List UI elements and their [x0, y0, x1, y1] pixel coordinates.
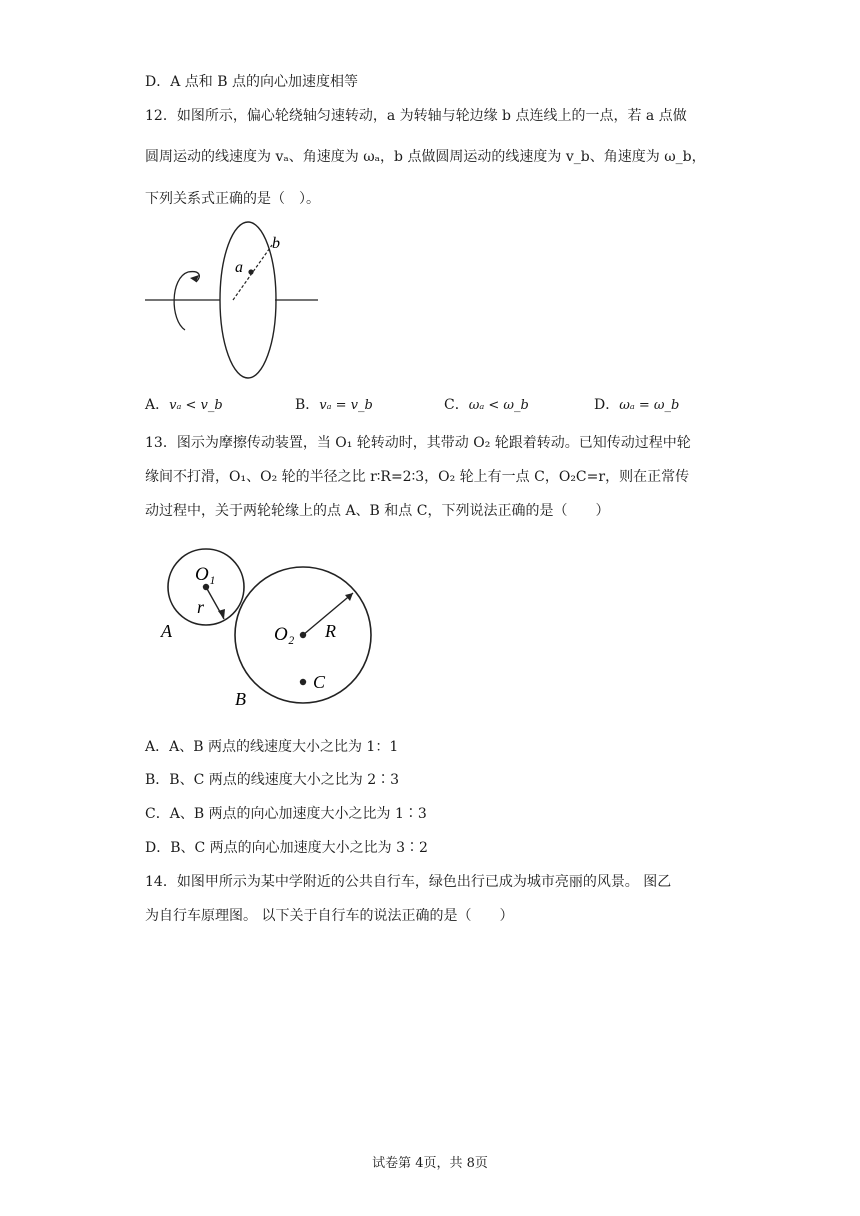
q11-option-d: D．A 点和 B 点的向心加速度相等: [145, 74, 358, 90]
q13-label-c: C: [313, 672, 326, 692]
q13-stem-line-3: 动过程中，关于两轮轮缘上的点 A、B 和点 C，下列说法正确的是（ ）: [145, 503, 610, 519]
option-letter: D．: [594, 397, 620, 413]
option-letter: B．: [295, 397, 320, 413]
q13-label-R: R: [325, 621, 336, 641]
q12-eccentric-wheel-figure: [140, 220, 330, 390]
q14-stem-line-1: 14．如图甲所示为某中学附近的公共自行车，绿色出行已成为城市亮丽的风景。 图乙: [145, 874, 672, 890]
q13-option-c[interactable]: C．A、B 两点的向心加速度大小之比为 1∶3: [145, 806, 427, 822]
option-expr: ωₐ < ω_b: [468, 398, 529, 413]
q13-label-r: r: [197, 597, 205, 617]
option-expr: vₐ < v_b: [169, 398, 223, 413]
option-letter: A．: [145, 397, 170, 413]
q13-option-b[interactable]: B．B、C 两点的线速度大小之比为 2∶3: [145, 772, 400, 788]
q13-option-d[interactable]: D．B、C 两点的向心加速度大小之比为 3∶2: [145, 840, 428, 856]
q12-stem-line-2: 圆周运动的线速度为 vₐ、角速度为 ωₐ，b 点做圆周运动的线速度为 v_b、角速度为 ω_b，: [145, 149, 706, 165]
q13-friction-drive-figure: [155, 545, 385, 715]
option-expr: ωₐ = ω_b: [619, 398, 680, 413]
option-letter: C．: [444, 397, 469, 413]
q12-option-d[interactable]: [594, 395, 679, 416]
q13-label-o1: O₁: [195, 564, 216, 585]
q13-label-b: B: [235, 689, 246, 709]
q14-stem-line-2: 为自行车原理图。 以下关于自行车的说法正确的是（ ）: [145, 908, 514, 924]
option-expr: vₐ = v_b: [319, 398, 373, 413]
q13-stem-line-2: 缘间不打滑，O₁、O₂ 轮的半径之比 r∶R=2∶3，O₂ 轮上有一点 C，O₂C=r，则在正常传: [145, 469, 690, 485]
q12-option-a[interactable]: [145, 395, 223, 416]
q12-label-a: a: [235, 259, 243, 276]
q13-label-o2: O₂: [274, 624, 295, 645]
q13-option-a[interactable]: A．A、B 两点的线速度大小之比为 1：1: [145, 739, 399, 755]
q12-option-c[interactable]: [444, 395, 529, 416]
q13-stem-line-1: 13．图示为摩擦传动装置，当 O₁ 轮转动时，其带动 O₂ 轮跟着转动。已知传动过程中轮: [145, 435, 691, 451]
q12-label-b: b: [272, 235, 280, 252]
q12-stem-line-1: 12．如图所示，偏心轮绕轴匀速转动，a 为转轴与轮边缘 b 点连线上的一点，若 a 点做: [145, 108, 687, 124]
q12-option-b[interactable]: [295, 395, 373, 416]
q13-label-a: A: [161, 621, 172, 641]
q12-stem-line-3: 下列关系式正确的是（ ）。: [145, 191, 320, 207]
page-footer: 试卷第 4页，共 8页: [372, 1156, 488, 1171]
